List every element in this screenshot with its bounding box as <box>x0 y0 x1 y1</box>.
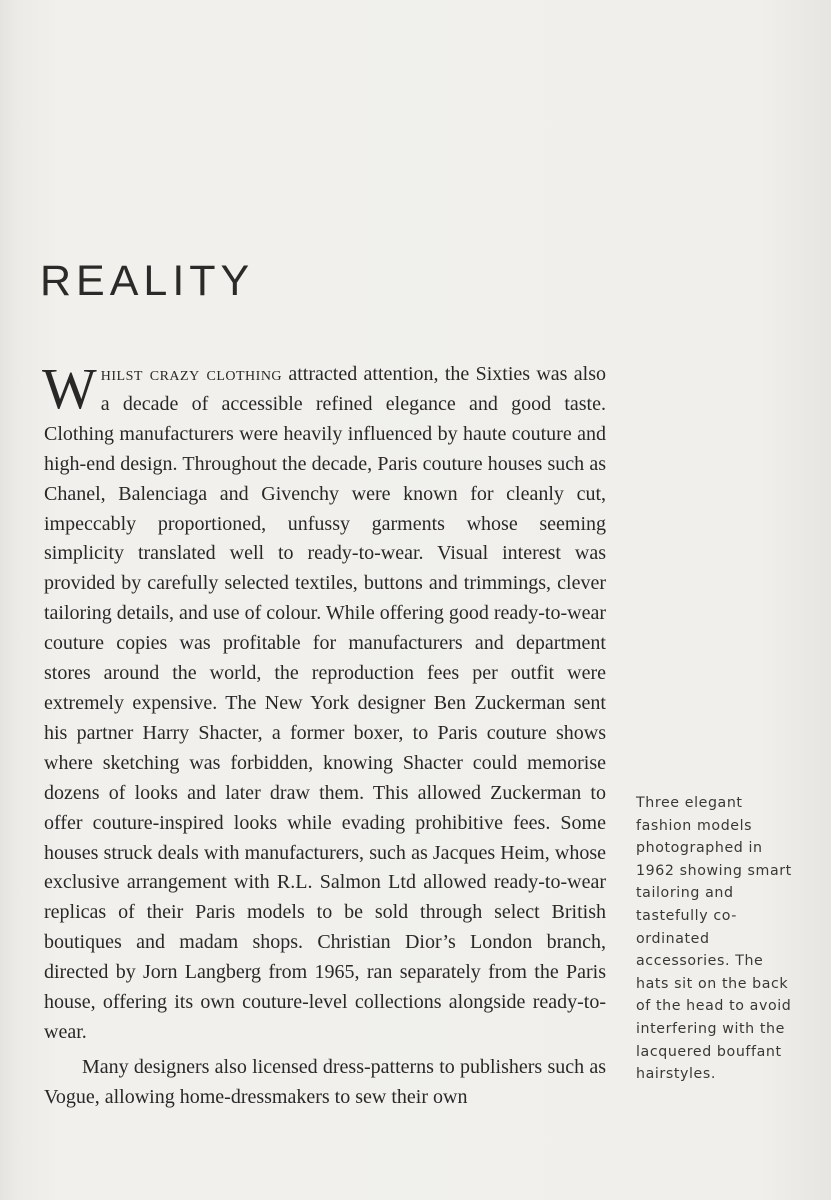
paragraph-1 <box>42 356 606 1048</box>
body-text <box>42 356 606 1113</box>
paragraph-2: Many designers also licensed dress-patterns to publishers such as Vogue, allowing home-dressmakers to sew their own <box>44 1055 606 1108</box>
photo-caption: Three elegant fashion models photographed in 1962 showing smart tailoring and tastefully co-ordinated accessories. The hats sit on the back of the head to avoid interfering with the lacquered bouffant hairstyles. <box>636 795 792 1083</box>
lead-in: hilst crazy clothing <box>100 363 283 385</box>
page-title: REALITY <box>40 257 255 305</box>
paragraph-1-text: attracted attention, the Sixties was also a decade of accessible refined elegance and good taste. Clothing manufacturers were heavily influenced by haute couture and high-end design. Throughout the decade, Paris couture houses such as Chanel, Balenciaga and Givenchy were known for cleanly cut, impeccably proportioned, unfussy garments whose seeming simplicity translated well to ready-to-wear. Visual interest was provided by carefully selected textiles, buttons and trimmings, clever tailoring details, and use of colour. While offering good ready-to-wear couture copies was profitable for manufacturers and department stores around the world, the reproduction fees per outfit were extremely expensive. The New York designer Ben Zuckerman sent his partner Harry Shacter, a former boxer, to Paris couture shows where sketching was forbidden, knowing Shacter could memorise dozens of looks and later draw them. This allowed Zuckerman to offer couture-inspired looks while evading prohibitive fees. Some houses struck deals with manufacturers, such as Jacques Heim, whose exclusive arrangement with R.L. Salmon Ltd allowed ready-to-wear replicas of their Paris models to be sold through select British boutiques and madam shops. Christian Dior’s London branch, directed by Jorn Langberg from 1965, ran separately from the Paris house, offering its own couture-level collections alongside ready-to-wear. <box>44 363 606 1043</box>
drop-cap: W <box>42 356 97 421</box>
